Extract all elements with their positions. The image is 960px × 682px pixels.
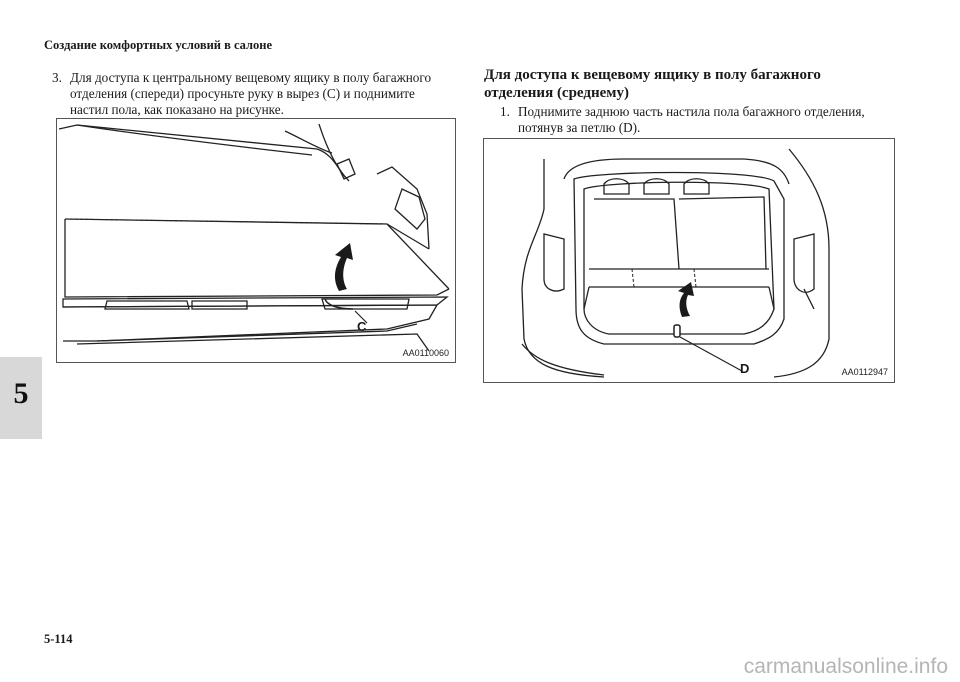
section-title xyxy=(484,66,894,102)
instruction-step-1 xyxy=(500,104,910,136)
step-line: Для доступа к центральному вещевому ящику в полу багажного xyxy=(70,70,432,85)
step-line: Поднимите заднюю часть настила пола багажного отделения, xyxy=(518,104,865,119)
floor-board-drawing xyxy=(57,119,455,362)
step-line: отделения (спереди) просуньте руку в вырез (C) и поднимите xyxy=(70,86,415,101)
callout-label-d: D xyxy=(740,361,750,376)
title-line: отделения (среднему) xyxy=(484,85,629,101)
left-column xyxy=(52,70,456,118)
running-header: Создание комфортных условий в салоне xyxy=(44,38,273,52)
figure-code: AA0110060 xyxy=(402,348,449,358)
instruction-step-3 xyxy=(52,70,452,118)
figure-code: AA0112947 xyxy=(841,367,888,377)
cargo-area-drawing xyxy=(484,139,894,382)
callout-label-c: C xyxy=(357,319,367,334)
step-number: 3. xyxy=(52,70,62,85)
step-line: настил пола, как показано на рисунке. xyxy=(70,102,284,117)
title-line: Для доступа к вещевому ящику в полу багажного xyxy=(484,67,821,83)
watermark: carmanualsonline.info xyxy=(743,655,948,678)
illustration-middle-floor-box xyxy=(483,138,895,383)
chapter-tab xyxy=(0,357,42,439)
step-line: потянув за петлю (D). xyxy=(518,120,641,135)
right-column xyxy=(484,66,894,136)
illustration-front-floor-board xyxy=(56,118,456,363)
step-number: 1. xyxy=(500,104,510,119)
chapter-number: 5 xyxy=(13,377,29,410)
page-number: 5-114 xyxy=(44,632,73,646)
